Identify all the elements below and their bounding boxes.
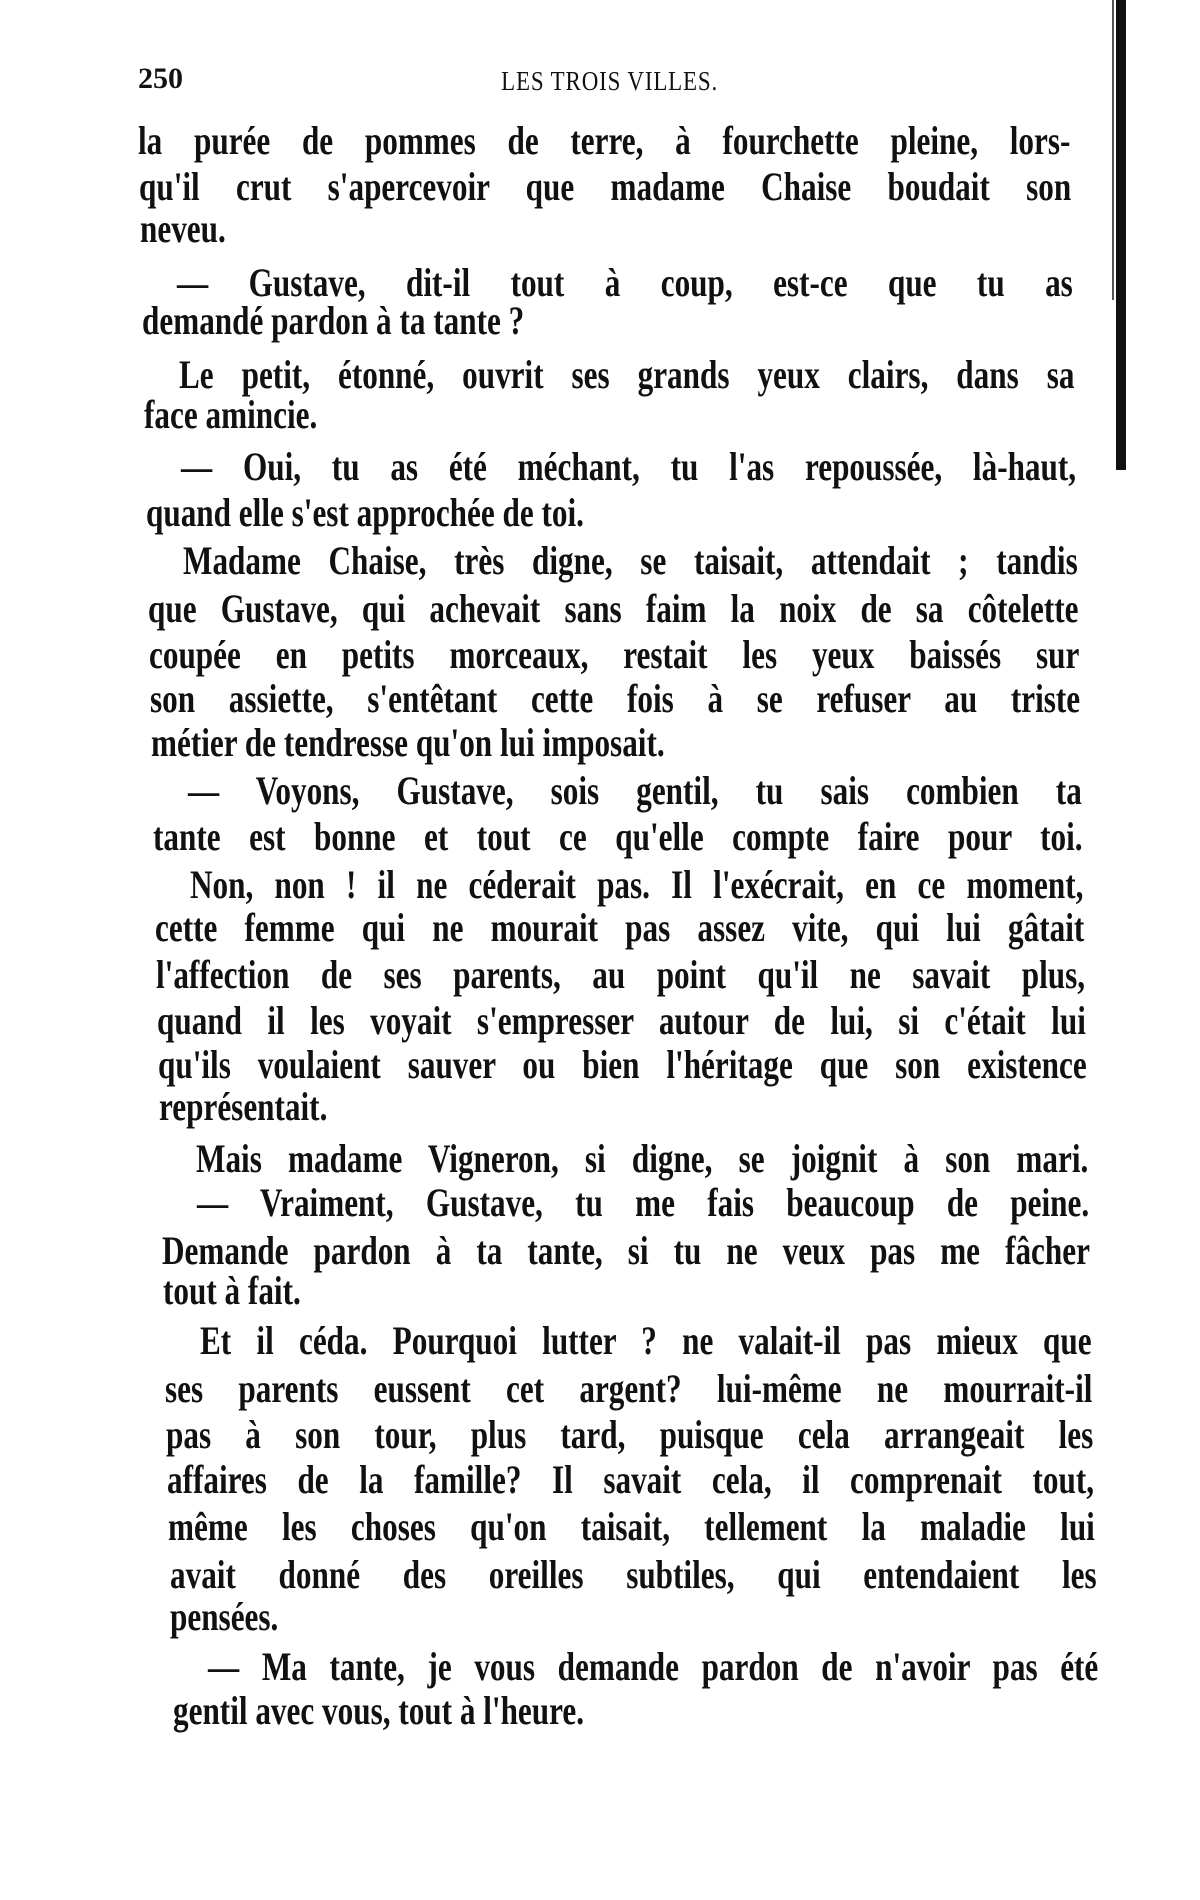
text-line: — Gustave, dit-il tout à coup, est-ce que tu as [177,259,1073,305]
text-line: demandé pardon à ta tante ? [141,298,525,343]
text-line: ses parents eussent cet argent? lui-même ne mourrait-il [165,1366,1093,1411]
text-line: qu'il crut s'apercevoir que madame Chaise boudait son [139,163,1072,209]
text-line: Mais madame Vigneron, si digne, se joignit à son mari. [196,1135,1089,1181]
text-line: affaires de la famille? Il savait cela, il comprenait tout, [167,1457,1095,1503]
text-line: Madame Chaise, très digne, se taisait, attendait ; tandis [183,538,1078,583]
text-line: pensées. [170,1594,279,1639]
text-line: la purée de pommes de terre, à fourchette pleine, lors- [138,118,1071,163]
text-line: pas à son tour, plus tard, puisque cela arrangeait les [166,1411,1094,1457]
text-line: — Voyons, Gustave, sois gentil, tu sais combien ta [188,768,1083,814]
text-line: métier de tendresse qu'on lui imposait. [151,720,665,766]
text-line: Demande pardon à ta tante, si tu ne veux pas me fâcher [162,1228,1091,1273]
text-line: Non, non ! il ne céderait pas. Il l'exécrait, en ce moment, [190,862,1084,907]
text-line: neveu. [139,205,226,251]
text-line: face amincie. [144,391,318,437]
text-line: — Ma tante, je vous demande pardon de n'avoir pas été [207,1644,1098,1690]
text-line: gentil avec vous, tout à l'heure. [172,1687,584,1733]
text-line: quand il les voyait s'empresser autour de lui, si c'était lui [157,997,1087,1043]
text-line: que Gustave, qui achevait sans faim la noix de sa côtelette [148,586,1079,631]
text-line: représentait. [159,1084,328,1129]
text-line: — Vraiment, Gustave, tu me fais beaucoup de peine. [197,1180,1090,1225]
text-line: — Oui, tu as été méchant, tu l'as repoussée, là-haut, [181,444,1077,490]
page-edge-line [1112,0,1114,300]
text-line: Et il céda. Pourquoi lutter ? ne valait-il pas mieux que [200,1318,1092,1363]
text-line: tante est bonne et tout ce qu'elle compte faire pour toi. [153,814,1083,859]
text-line: tout à fait. [163,1267,302,1313]
text-line: quand elle s'est approchée de toi. [146,490,585,535]
text-line: son assiette, s'entêtant cette fois à se refuser au triste [150,676,1081,721]
page-number: 250 [138,62,183,95]
running-title: LES TROIS VILLES. [501,66,719,96]
text-line: cette femme qui ne mourait pas assez vite, qui lui gâtait [155,905,1085,951]
text-line: coupée en petits morceaux, restait les yeux baissés sur [149,631,1080,677]
text-line: avait donné des oreilles subtiles, qui entendaient les [169,1552,1097,1597]
text-line: l'affection de ses parents, au point qu'il ne savait plus, [156,952,1086,997]
text-line: Le petit, étonné, ouvrit ses grands yeux clairs, dans sa [179,352,1075,397]
text-line: même les choses qu'on taisait, tellement la maladie lui [168,1504,1096,1549]
text-line: qu'ils voulaient sauver ou bien l'héritage que son existence [158,1042,1088,1087]
